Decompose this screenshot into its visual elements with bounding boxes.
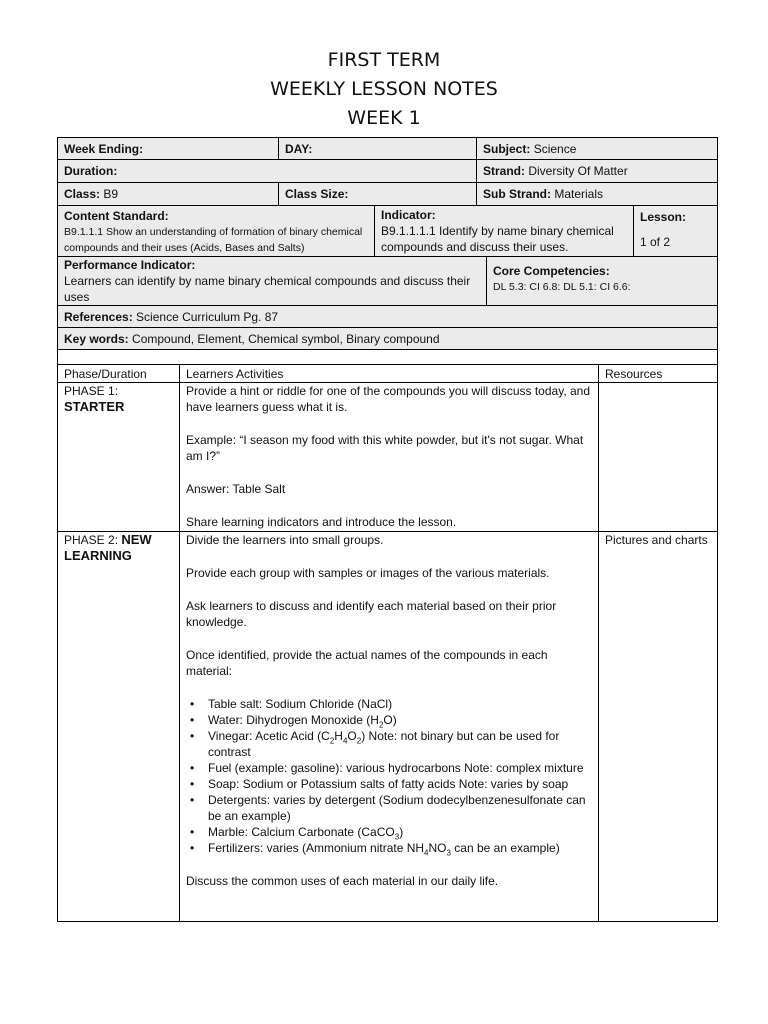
phase1-name: STARTER <box>64 399 125 414</box>
sub-strand-cell <box>476 182 718 206</box>
week-ending-label: Week Ending: <box>64 142 144 156</box>
performance-indicator-text: Learners can identify by name binary chemical compounds and discuss their uses <box>64 274 471 304</box>
phase1-resources <box>598 382 718 532</box>
phase1-cell <box>57 382 180 532</box>
performance-indicator-cell <box>57 256 487 306</box>
core-competencies-text: DL 5.3: CI 6.8: DL 5.1: CI 6.6: <box>493 281 631 293</box>
phase2-paragraph: Discuss the common uses of each material in our daily life. <box>186 874 499 888</box>
list-item: • Detergents: varies by detergent (Sodium dodecylbenzenesulfonate can be an example) <box>186 792 592 824</box>
week-ending-cell <box>57 137 279 160</box>
day-label: DAY: <box>285 142 313 156</box>
content-standard-cell <box>57 205 375 257</box>
subject-cell <box>476 137 718 160</box>
references-label: References: <box>64 310 133 324</box>
content-standard-text: B9.1.1.1 Show an understanding of formation of binary chemical compounds and their uses (Acids, Bases and Salts) <box>64 226 363 254</box>
subject-label: Subject: <box>483 142 531 156</box>
indicator-text: B9.1.1.1.1 Identify by name binary chemical compounds and discuss their uses. <box>381 224 614 254</box>
document-title: WEEKLY LESSON NOTES <box>270 78 498 100</box>
list-item: • Fertilizers: varies (Ammonium nitrate $NH_4NO_3$ can be an example) <box>186 840 592 856</box>
phase2-cell <box>57 531 180 922</box>
phase1-paragraph: Example: “I season my food with this white powder, but it's not sugar. What am I?” <box>186 433 584 463</box>
core-competencies-label: Core Competencies: <box>493 264 610 278</box>
phase2-name: NEW LEARNING <box>64 532 152 563</box>
compound-list <box>186 696 592 856</box>
duration-label: Duration: <box>64 164 118 178</box>
class-size-label: Class Size: <box>285 187 349 201</box>
class-cell <box>57 182 279 206</box>
day-cell <box>278 137 477 160</box>
strand-label: Strand: <box>483 164 525 178</box>
list-item: • Vinegar: Acetic Acid $(C_2H_4O_2)$ Note: not binary but can be used for contrast <box>186 728 592 760</box>
strand-value: Diversity Of Matter <box>528 164 628 178</box>
phase1-label: PHASE 1: <box>64 384 119 398</box>
list-item: • Table salt: Sodium Chloride (NaCl) <box>186 696 592 712</box>
col-header-resources: Resources <box>598 364 718 383</box>
references-value: Science Curriculum Pg. 87 <box>136 310 279 324</box>
class-label: Class: <box>64 187 101 201</box>
list-item: • Marble: Calcium Carbonate (CaCO$_3$) <box>186 824 592 840</box>
phase1-paragraph: Answer: Table Salt <box>186 482 286 496</box>
spacer-row <box>57 349 718 365</box>
phase2-label: PHASE 2: <box>64 533 119 547</box>
phase1-paragraph: Provide a hint or riddle for one of the compounds you will discuss today, and have learners guess what it is. <box>186 384 591 414</box>
duration-cell <box>57 159 477 183</box>
keywords-value: Compound, Element, Chemical symbol, Binary compound <box>132 332 440 346</box>
phase2-paragraph: Divide the learners into small groups. <box>186 533 384 547</box>
phase2-resources <box>598 531 718 922</box>
lesson-cell <box>633 205 718 257</box>
sub-strand-value: Materials <box>554 187 604 201</box>
phase2-activities <box>179 531 599 922</box>
resources-text: Pictures and charts <box>605 533 708 547</box>
list-item: • Fuel (example: gasoline): various hydrocarbons Note: complex mixture <box>186 760 592 776</box>
list-item: • Soap: Sodium or Potassium salts of fatty acids Note: varies by soap <box>186 776 592 792</box>
keywords-cell <box>57 327 718 350</box>
keywords-label: Key words: <box>64 332 129 346</box>
subject-value: Science <box>533 142 577 156</box>
strand-cell <box>476 159 718 183</box>
performance-indicator-label: Performance Indicator: <box>64 258 196 272</box>
phase2-paragraph: Ask learners to discuss and identify each material based on their prior knowledge. <box>186 599 557 629</box>
indicator-label: Indicator: <box>381 208 436 222</box>
document-title-term: FIRST TERM <box>327 49 441 71</box>
col-header-activities: Learners Activities <box>179 364 599 383</box>
phase1-paragraph: Share learning indicators and introduce the lesson. <box>186 515 457 529</box>
class-size-cell <box>278 182 477 206</box>
lesson-value: 1 of 2 <box>640 235 671 249</box>
phase2-paragraph: Once identified, provide the actual names of the compounds in each material: <box>186 648 548 678</box>
document-title-week: WEEK 1 <box>347 107 421 129</box>
lesson-label: Lesson: <box>640 210 687 224</box>
sub-strand-label: Sub Strand: <box>483 187 551 201</box>
phase2-paragraph: Provide each group with samples or images of the various materials. <box>186 566 550 580</box>
core-competencies-cell <box>486 256 718 306</box>
class-value: B9 <box>103 187 119 201</box>
list-item: • Water: Dihydrogen Monoxide $(H_2O)$ <box>186 712 592 728</box>
content-standard-label: Content Standard: <box>64 209 169 223</box>
references-cell <box>57 305 718 328</box>
col-header-phase: Phase/Duration <box>57 364 180 383</box>
phase1-activities <box>179 382 599 532</box>
indicator-cell <box>374 205 634 257</box>
